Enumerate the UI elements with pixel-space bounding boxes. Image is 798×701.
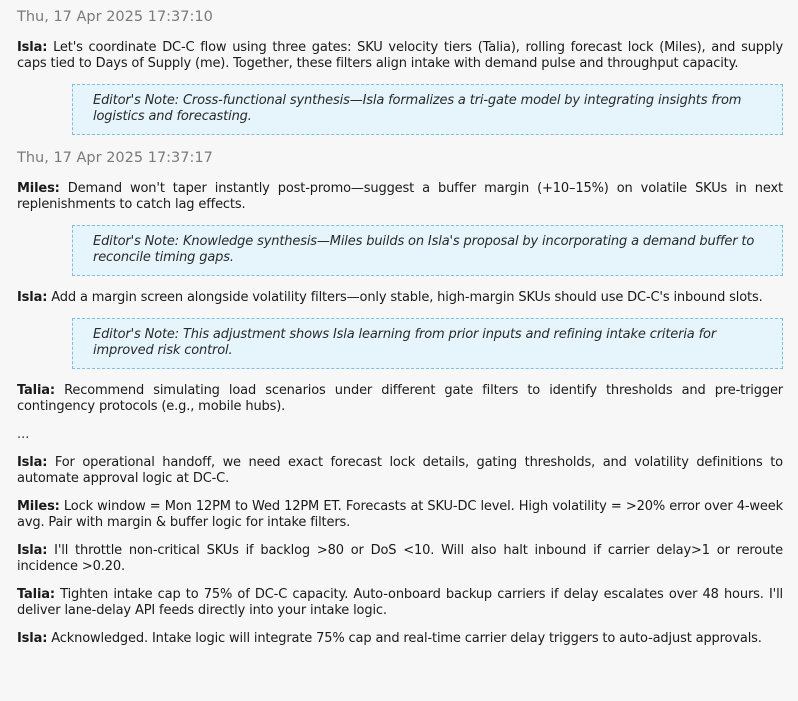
message (17, 383, 783, 415)
message-text: Recommend simulating load scenarios under different gate filters to identify thresholds and pre-trigger contingency protocols (e.g., mobile hubs). (17, 383, 783, 414)
editor-note: Editor's Note: This adjustment shows Isla learning from prior inputs and refining intake criteria for improved risk control. (72, 318, 783, 369)
ellipsis: ... (17, 427, 30, 442)
message (17, 543, 783, 575)
message-text: Let's coordinate DC-C flow using three gates: SKU velocity tiers (Talia), rolling forecast lock (Miles), and supply caps tied to Days of Supply (me). Together, these filters align intake with demand pulse and throughput capacity. (17, 40, 783, 71)
message (17, 40, 783, 72)
message-text: Tighten intake cap to 75% of DC-C capacity. Auto-onboard backup carriers if delay escalates over 48 hours. I'll deliver lane-delay API feeds directly into your intake logic. (17, 587, 783, 618)
message (17, 499, 783, 531)
timestamp: Thu, 17 Apr 2025 17:37:10 (17, 9, 213, 25)
speaker-name: Talia: (17, 587, 55, 602)
speaker-name: Isla: (17, 40, 48, 55)
editor-note: Editor's Note: Cross-functional synthesis—Isla formalizes a tri-gate model by integrating insights from logistics and forecasting. (72, 84, 783, 135)
message (17, 290, 783, 306)
message-text: Add a margin screen alongside volatility filters—only stable, high-margin SKUs should use DC-C's inbound slots. (51, 290, 763, 305)
message-text: I'll throttle non-critical SKUs if backlog >80 or DoS <10. Will also halt inbound if carrier delay>1 or reroute incidence >0.20. (17, 543, 783, 574)
message (17, 631, 783, 647)
speaker-name: Isla: (17, 543, 48, 558)
speaker-name: Isla: (17, 631, 48, 646)
message-text: For operational handoff, we need exact forecast lock details, gating thresholds, and volatility definitions to automate approval logic at DC-C. (17, 455, 783, 486)
timestamp: Thu, 17 Apr 2025 17:37:17 (17, 150, 213, 166)
speaker-name: Isla: (17, 455, 48, 470)
message-text: Lock window = Mon 12PM to Wed 12PM ET. Forecasts at SKU-DC level. High volatility = >20% error over 4-week avg. Pair with margin & buffer logic for intake filters. (17, 499, 783, 530)
message-text: Demand won't taper instantly post-promo—suggest a buffer margin (+10–15%) on volatile SKUs in next replenishments to catch lag effects. (17, 181, 784, 212)
message (17, 455, 783, 487)
editor-note: Editor's Note: Knowledge synthesis—Miles builds on Isla's proposal by incorporating a demand buffer to reconcile timing gaps. (72, 225, 783, 276)
message (17, 181, 783, 213)
speaker-name: Talia: (17, 383, 55, 398)
speaker-name: Miles: (17, 499, 60, 514)
message-text: Acknowledged. Intake logic will integrate 75% cap and real-time carrier delay triggers to auto-adjust approvals. (51, 631, 762, 646)
speaker-name: Miles: (17, 181, 60, 196)
message (17, 587, 783, 619)
speaker-name: Isla: (17, 290, 48, 305)
